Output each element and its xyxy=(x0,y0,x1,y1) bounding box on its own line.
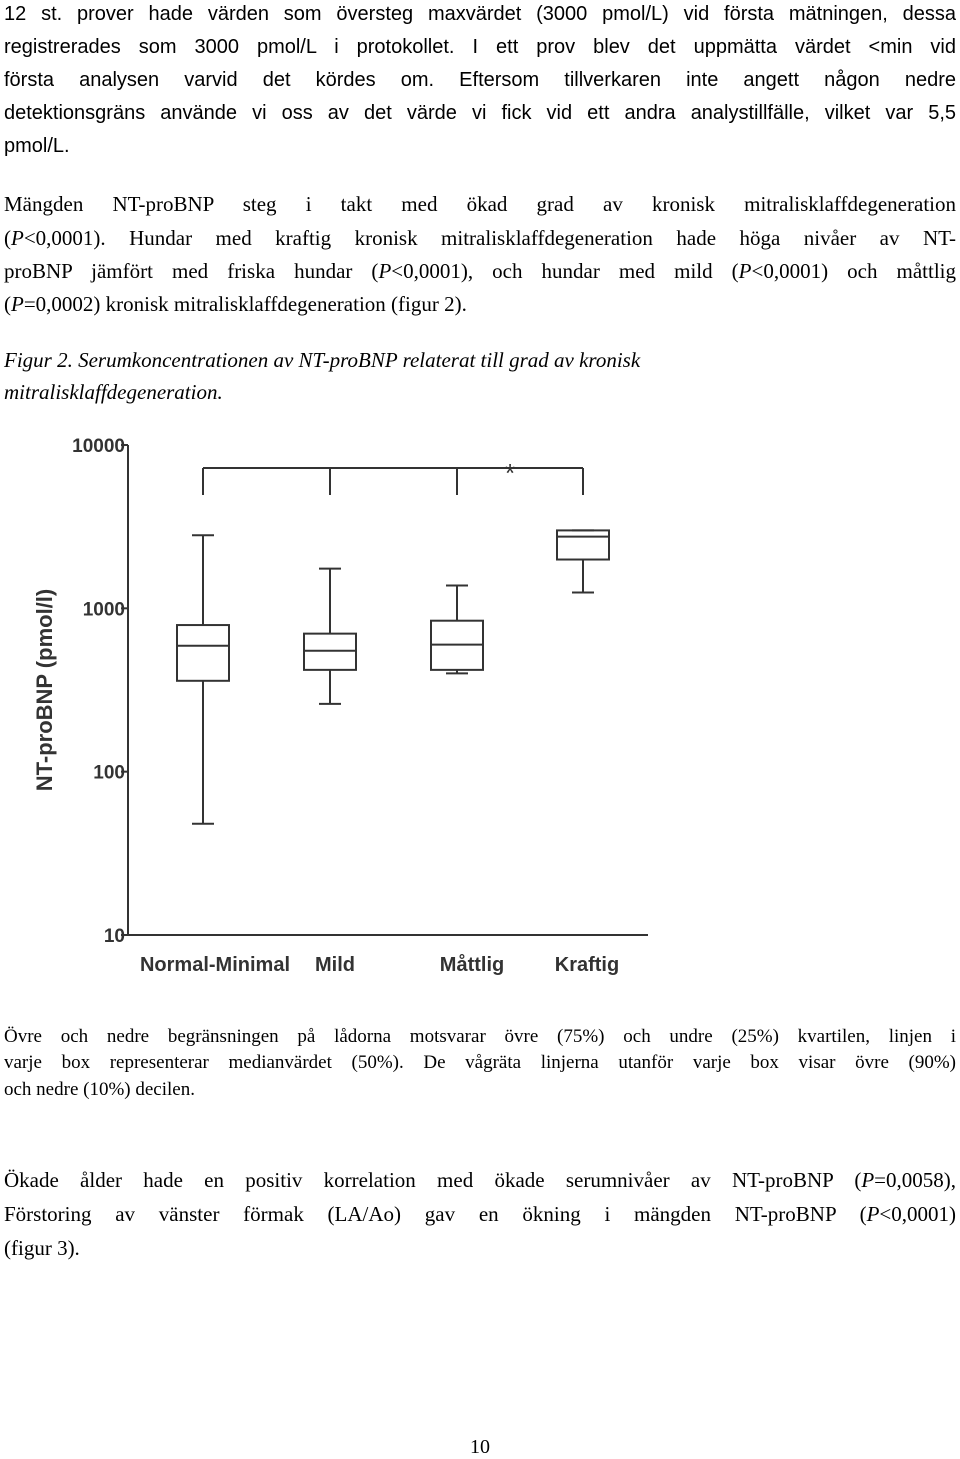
text-line: Ökade ålder hade en positiv korrelation med ökade serumnivåer av NT-proBNP (P=0,0058), xyxy=(4,1168,956,1192)
quartile-box xyxy=(557,530,609,559)
chart-axes xyxy=(128,445,648,935)
x-category-label: Kraftig xyxy=(554,954,620,976)
text-line: detektionsgräns använde vi oss av det värde vi fick vid ett andra analystillfälle, vilket var 5,5 xyxy=(4,102,956,124)
text-line: (P<0,0001). Hundar med kraftig kronisk mitralisklaffdegeneration hade höga nivåer av NT- xyxy=(4,226,956,250)
text-line: första analysen varvid det kördes om. Eftersom tillverkaren inte angett någon nedre xyxy=(4,69,956,91)
text-line: 12 st. prover hade värden som översteg maxvärdet (3000 pmol/L) vid första mätningen, dessa xyxy=(4,3,956,25)
text-line: proBNP jämfört med friska hundar (P<0,0001), och hundar med mild (P<0,0001) och måttlig xyxy=(4,259,957,283)
box-plot-item xyxy=(557,530,609,592)
x-category-label: Måttlig xyxy=(439,954,505,976)
x-category-label: Mild xyxy=(315,954,355,976)
caption-line: mitralisklaffdegeneration. xyxy=(4,380,223,404)
quartile-box xyxy=(177,625,229,681)
quartile-box xyxy=(304,634,356,670)
text-line: (figur 3). xyxy=(4,1236,80,1260)
box-plot-item xyxy=(177,535,229,823)
box-plot-item xyxy=(304,569,356,704)
legend-line: och nedre (10%) decilen. xyxy=(4,1079,195,1100)
caption-line: Figur 2. Serumkoncentrationen av NT-proBNP relaterat till grad av kronisk xyxy=(4,348,641,372)
text-line: pmol/L. xyxy=(4,135,70,157)
text-line: registrerades som 3000 pmol/L i protokollet. I ett prov blev det uppmätta värdet <min vid xyxy=(4,36,956,58)
text-line: Förstoring av vänster förmak (LA/Ao) gav en ökning i mängden NT-proBNP (P<0,0001) xyxy=(4,1202,956,1226)
x-category-label: Normal-Minimal xyxy=(139,954,291,976)
page-number: 10 xyxy=(470,1436,490,1458)
text-line: (P=0,0002) kronisk mitralisklaffdegeneration (figur 2). xyxy=(4,292,467,316)
legend-line: Övre och nedre begränsningen på lådorna motsvarar övre (75%) och undre (25%) kvartilen, linjen i xyxy=(4,1026,956,1047)
y-tick-label: 10 xyxy=(103,926,125,947)
significance-marker: * xyxy=(504,458,516,488)
box-plot-chart xyxy=(20,420,680,980)
legend-line: varje box representerar medianvärdet (50%). De vågräta linjerna utanför varje box visar övre (90%) xyxy=(4,1052,956,1073)
y-axis-title: NT-proBNP (pmol/l) xyxy=(32,588,57,792)
y-tick-label: 100 xyxy=(93,762,125,784)
box-plot-item xyxy=(431,585,483,673)
text-line: Mängden NT-proBNP steg i takt med ökad grad av kronisk mitralisklaffdegeneration xyxy=(4,192,956,216)
y-tick-label: 1000 xyxy=(82,599,125,621)
y-tick-label: 10000 xyxy=(72,436,125,457)
